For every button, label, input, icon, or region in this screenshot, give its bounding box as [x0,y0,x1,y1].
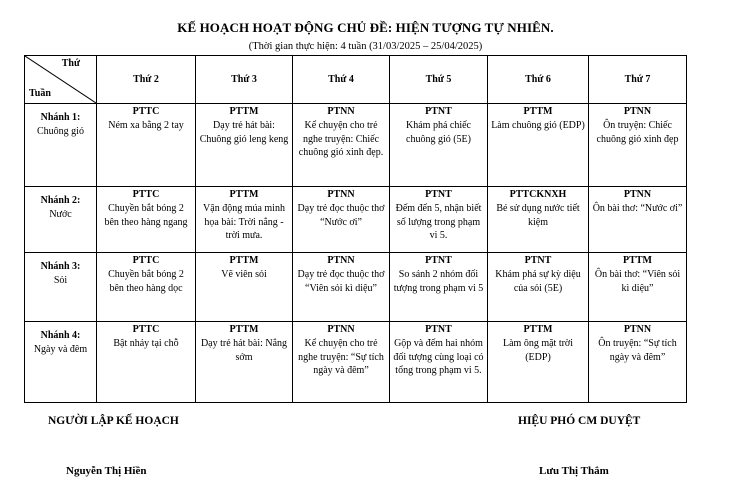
activity-cell [589,187,687,253]
corner-header-cell [25,56,97,104]
activity-cell [488,187,589,253]
schedule-table [24,55,687,403]
activity-cell [488,104,589,187]
activity-cell [97,322,196,403]
activity-text: Ôn bài thơ: “Nước ơi” [592,202,683,214]
activity-code: PTTM [523,106,553,117]
activity-code: PTTC [132,324,160,335]
activity-text: Ném xa bằng 2 tay [108,119,184,131]
activity-code: PTTM [229,106,259,117]
activity-cell [390,187,488,253]
table-row [25,104,687,187]
table-row [25,187,687,253]
activity-text: Khám phá sự kỳ diệu của sỏi (5E) [495,268,581,294]
activity-cell [390,253,488,322]
activity-text: Ôn bài thơ: “Viên sỏi kì diệu” [594,268,681,294]
branch-name: Nhánh 3: [40,261,81,272]
branch-name: Nhánh 1: [40,112,81,123]
branch-topic: Sỏi [53,274,68,286]
branch-topic: Chuông gió [37,125,84,137]
activity-text: Bé sử dụng nước tiết kiệm [496,202,580,228]
branch-topic: Nước [49,208,72,220]
activity-code: PTNT [425,106,452,117]
activity-text: Dạy trẻ đọc thuộc thơ “Viên sỏi kì diệu” [297,268,385,294]
branch-name: Nhánh 4: [40,330,81,341]
activity-cell [293,322,390,403]
corner-label-day: Thứ [61,58,80,69]
activity-cell [293,104,390,187]
activity-code: PTTM [229,255,259,266]
activity-cell [196,187,293,253]
activity-text: Ôn truyện: “Sự tích ngày và đêm” [598,337,677,363]
activity-text: Khám phá chiếc chuông gió (5E) [406,119,471,145]
activity-code: PTTCKNXH [509,189,567,200]
activity-text: Dạy trẻ hát bài: Chuông gió leng keng [199,119,289,145]
activity-text: Dạy trẻ hát bài: Nắng sớm [200,337,288,363]
table-row [25,253,687,322]
activity-code: PTTM [523,324,553,335]
activity-code: PTTM [623,255,652,266]
activity-text: Ôn truyện: Chiếc chuông gió xinh đẹp [596,119,679,145]
activity-cell [97,104,196,187]
activity-code: PTNN [327,106,355,117]
activity-cell [97,253,196,322]
activity-code: PTTC [132,189,160,200]
activity-cell [390,104,488,187]
branch-cell [25,187,97,253]
activity-code: PTNN [327,255,355,266]
activity-cell [293,253,390,322]
table-header-row [25,56,687,104]
activity-code: PTNT [425,189,452,200]
activity-code: PTNN [623,324,652,335]
day-header: Thứ 6 [488,56,589,104]
planner-name: Nguyễn Thị Hiền [66,465,147,477]
branch-topic: Ngày và đêm [33,343,88,355]
approver-name: Lưu Thị Thắm [539,465,609,477]
day-header: Thứ 2 [97,56,196,104]
activity-text: Kể chuyện cho trẻ nghe truyện: “Sự tích ngày và đêm” [298,337,384,377]
activity-text: Kể chuyện cho trẻ nghe truyện: Chiếc chuông gió xinh đẹp. [298,119,384,159]
activity-cell [293,187,390,253]
activity-code: PTNT [425,255,452,266]
activity-text: Làm chuông gió (EDP) [491,119,585,131]
activity-code: PTNN [327,324,355,335]
day-header: Thứ 3 [196,56,293,104]
activity-text: Vận động múa minh họa bài: Trời nắng - trời mưa. [203,202,285,242]
activity-code: PTNN [623,106,652,117]
approver-role: HIỆU PHÓ CM DUYỆT [518,415,641,427]
activity-cell [390,322,488,403]
activity-code: PTTM [229,189,259,200]
activity-text: Đếm đến 5, nhận biết số lượng trong phạm vi 5. [395,202,482,242]
activity-cell [589,253,687,322]
corner-label-week: Tuần [29,88,51,100]
activity-code: PTTC [132,106,160,117]
activity-code: PTTC [132,255,160,266]
activity-cell [488,322,589,403]
activity-text: Làm ông mặt trời (EDP) [503,337,573,363]
activity-text: Chuyền bắt bóng 2 bên theo hàng dọc [108,268,184,294]
document-subtitle: (Thời gian thực hiện: 4 tuần (31/03/2025 – 25/04/2025) [248,41,483,52]
activity-code: PTNT [524,255,552,266]
activity-cell [196,104,293,187]
activity-code: PTNN [327,189,355,200]
activity-cell [196,253,293,322]
activity-cell [97,187,196,253]
activity-text: Gộp và đếm hai nhóm đối tượng cùng loại có tổng trong phạm vi 5. [393,337,484,377]
day-header: Thứ 7 [589,56,687,104]
branch-cell [25,253,97,322]
day-header: Thứ 4 [293,56,390,104]
activity-text: Bật nhảy tại chỗ [113,337,179,349]
planner-role: NGƯỜI LẬP KẾ HOẠCH [48,415,179,427]
branch-cell [25,104,97,187]
activity-code: PTNT [425,324,452,335]
activity-text: Dạy trẻ đọc thuộc thơ “Nước ơi” [297,202,385,228]
activity-cell [589,322,687,403]
table-row [25,322,687,403]
activity-text: Chuyền bắt bóng 2 bên theo hàng ngang [104,202,188,228]
activity-cell [488,253,589,322]
activity-cell [196,322,293,403]
activity-code: PTTM [229,324,259,335]
activity-code: PTNN [623,189,652,200]
activity-text: So sánh 2 nhóm đối tượng trong phạm vi 5 [393,268,484,294]
document-title: KẾ HOẠCH HOẠT ĐỘNG CHỦ ĐỀ: HIỆN TƯỢNG TỰ NHIÊN. [177,20,554,35]
day-header: Thứ 5 [390,56,488,104]
branch-cell [25,322,97,403]
activity-text: Vẽ viên sỏi [221,268,267,280]
branch-name: Nhánh 2: [40,195,81,206]
activity-cell [589,104,687,187]
